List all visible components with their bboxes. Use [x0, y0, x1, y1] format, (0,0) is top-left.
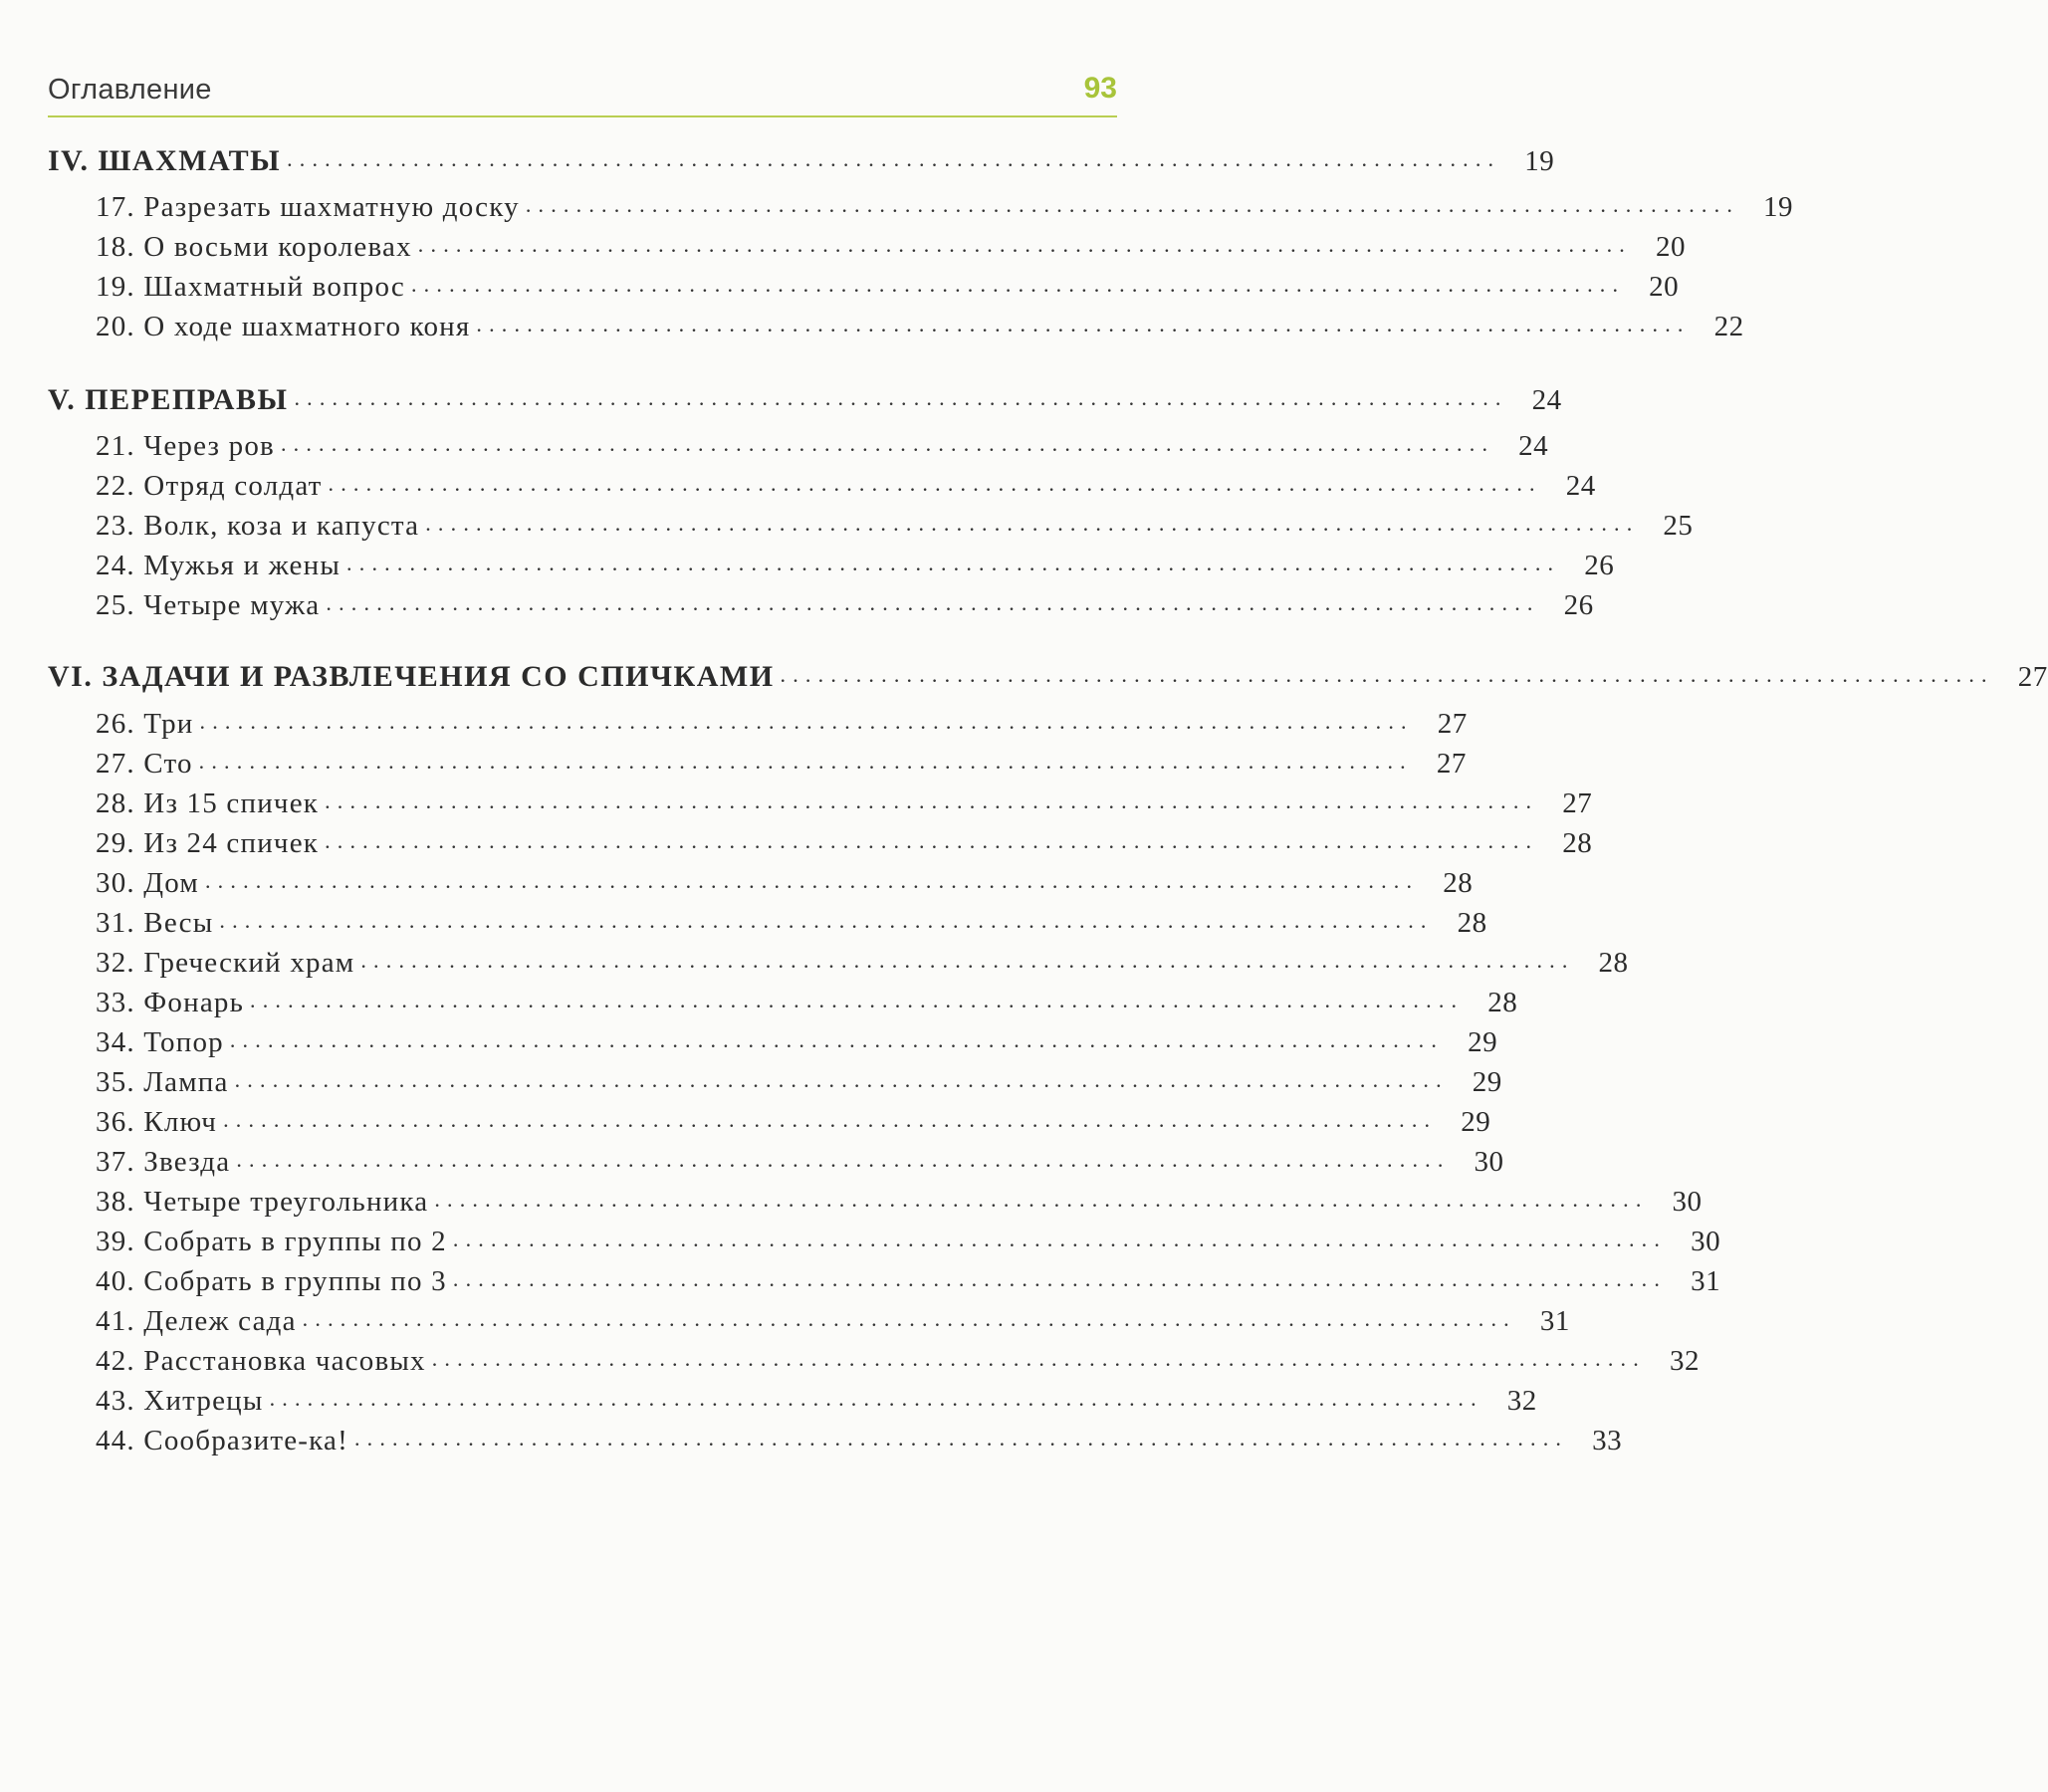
entry-page: 25 — [1663, 510, 1694, 542]
dot-leader: ................................................................................................ — [525, 192, 1740, 217]
entry-page: 24 — [1518, 430, 1549, 462]
toc-entry-row[interactable] — [48, 185, 1794, 225]
entry-title: 30. Дом — [96, 867, 199, 899]
entry-title: 34. Топор — [96, 1026, 224, 1058]
entry-page: 33 — [1592, 1425, 1623, 1456]
entry-page: 27 — [1562, 787, 1593, 819]
entry-title: 29. Из 24 спичек — [96, 827, 320, 859]
entry-title: 24. Мужья и жены — [96, 550, 341, 581]
toc-entry-row[interactable] — [48, 901, 1487, 941]
toc-section-row[interactable] — [48, 655, 2048, 695]
running-header-title: Оглавление — [48, 74, 212, 106]
dot-leader: ................................................................................................ — [360, 948, 1575, 973]
entry-title: 28. Из 15 спичек — [96, 787, 320, 819]
toc-entry-row[interactable] — [48, 1419, 1623, 1458]
section-page: 27 — [2017, 661, 2048, 693]
entry-page: 28 — [1443, 867, 1474, 899]
dot-leader: ................................................................................................ — [198, 749, 1413, 774]
dot-leader: ................................................................................................ — [431, 1346, 1646, 1371]
dot-leader: ................................................................................................ — [780, 662, 1994, 687]
entry-title: 31. Весы — [96, 907, 214, 939]
entry-page: 29 — [1461, 1106, 1491, 1138]
entry-title: 17. Разрезать шахматную доску — [96, 191, 520, 223]
dot-leader: ................................................................................................ — [326, 590, 1540, 615]
dot-leader: ................................................................................................ — [353, 1426, 1569, 1451]
dot-leader: ................................................................................................ — [234, 1067, 1449, 1092]
dot-leader: ................................................................................................ — [236, 1147, 1451, 1172]
dot-leader: ................................................................................................ — [325, 828, 1539, 853]
entry-title: 38. Четыре треугольника — [96, 1186, 429, 1218]
entry-title: 21. Через ров — [96, 430, 275, 462]
dot-leader: ................................................................................................ — [280, 431, 1495, 456]
entry-title: 41. Дележ сада — [96, 1305, 297, 1337]
dot-leader: ................................................................................................ — [410, 272, 1626, 297]
toc-entry-row[interactable] — [48, 782, 1593, 821]
entry-title: 42. Расстановка часовых — [96, 1345, 426, 1377]
toc-entry-row[interactable] — [48, 941, 1629, 981]
entry-title: 39. Собрать в группы по 2 — [96, 1226, 447, 1257]
entry-page: 22 — [1713, 311, 1744, 342]
dot-leader: ................................................................................................ — [250, 988, 1465, 1012]
toc-section-row[interactable] — [48, 139, 1555, 179]
toc-entry-row[interactable] — [48, 702, 1468, 742]
entry-title: 25. Четыре мужа — [96, 589, 321, 621]
section-page: 19 — [1524, 145, 1555, 177]
entry-page: 29 — [1468, 1026, 1498, 1058]
running-header — [48, 74, 1117, 117]
dot-leader: ................................................................................................ — [199, 709, 1414, 734]
toc-entry-row[interactable] — [48, 861, 1474, 901]
entry-page: 32 — [1669, 1345, 1700, 1377]
toc-entry-row[interactable] — [48, 464, 1596, 504]
entry-title: 32. Греческий храм — [96, 947, 355, 979]
entry-title: 36. Ключ — [96, 1106, 218, 1138]
section-title: IV. ШАХМАТЫ — [48, 144, 282, 177]
toc-entry-row[interactable] — [48, 305, 1744, 344]
toc-entry-row[interactable] — [48, 1060, 1502, 1100]
entry-page: 19 — [1763, 191, 1794, 223]
dot-leader: ................................................................................................ — [204, 868, 1420, 893]
toc-entry-row[interactable] — [48, 544, 1615, 583]
toc-entry-row[interactable] — [48, 981, 1518, 1020]
entry-page: 20 — [1649, 271, 1680, 303]
toc-entry-row[interactable] — [48, 1020, 1498, 1060]
entry-page: 28 — [1598, 947, 1629, 979]
entry-title: 37. Звезда — [96, 1146, 231, 1178]
entry-page: 26 — [1563, 589, 1594, 621]
entry-page: 28 — [1487, 987, 1518, 1018]
dot-leader: ................................................................................................ — [269, 1386, 1483, 1411]
entry-page: 30 — [1691, 1226, 1721, 1257]
toc-entry-row[interactable] — [48, 1180, 1703, 1220]
page-number: 93 — [1083, 72, 1117, 105]
entry-page: 30 — [1672, 1186, 1703, 1218]
dot-leader: ................................................................................................ — [325, 788, 1539, 813]
toc-entry-row[interactable] — [48, 1100, 1491, 1140]
dot-leader: ................................................................................................ — [425, 511, 1640, 536]
dot-leader: ................................................................................................ — [219, 908, 1434, 933]
dot-leader: ................................................................................................ — [417, 232, 1632, 257]
toc-entry-row[interactable] — [48, 583, 1594, 623]
entry-page: 26 — [1584, 550, 1615, 581]
toc-entry-row[interactable] — [48, 742, 1467, 782]
toc-entry-row[interactable] — [48, 1259, 1721, 1299]
toc-entry-row[interactable] — [48, 1299, 1570, 1339]
section-title: VI. ЗАДАЧИ И РАЗВЛЕЧЕНИЯ СО СПИЧКАМИ — [48, 660, 775, 693]
toc-entry-row[interactable] — [48, 225, 1686, 265]
entry-page: 29 — [1472, 1066, 1502, 1098]
entry-page: 20 — [1656, 231, 1686, 263]
toc-entry-row[interactable] — [48, 1339, 1700, 1379]
entry-title: 35. Лампа — [96, 1066, 229, 1098]
dot-leader: ................................................................................................ — [346, 551, 1561, 575]
dot-leader: ................................................................................................ — [476, 312, 1691, 336]
entry-title: 26. Три — [96, 708, 194, 740]
entry-title: 27. Сто — [96, 748, 193, 780]
dot-leader: ................................................................................................ — [223, 1107, 1438, 1132]
entry-page: 27 — [1437, 708, 1468, 740]
toc-entry-row[interactable] — [48, 1140, 1504, 1180]
entry-title: 23. Волк, коза и капуста — [96, 510, 420, 542]
entry-title: 43. Хитрецы — [96, 1385, 264, 1417]
entry-page: 28 — [1562, 827, 1593, 859]
toc-entry-row[interactable] — [48, 424, 1549, 464]
dot-leader: ................................................................................................ — [294, 385, 1508, 410]
entry-title: 19. Шахматный вопрос — [96, 271, 405, 303]
entry-page: 24 — [1565, 470, 1596, 502]
entry-title: 22. Отряд солдат — [96, 470, 323, 502]
toc-entry-row[interactable] — [48, 1220, 1721, 1259]
entry-title: 44. Сообразите-ка! — [96, 1425, 348, 1456]
section-title: V. ПЕРЕПРАВЫ — [48, 383, 289, 416]
toc-entry-row[interactable] — [48, 265, 1680, 305]
dot-leader: ................................................................................................ — [229, 1027, 1445, 1052]
entry-page: 28 — [1457, 907, 1487, 939]
toc-entry-row[interactable] — [48, 504, 1694, 544]
dot-leader: ................................................................................................ — [302, 1306, 1516, 1331]
dot-leader: ................................................................................................ — [328, 471, 1542, 496]
dot-leader: ................................................................................................ — [452, 1266, 1668, 1291]
entry-title: 20. О ходе шахматного коня — [96, 311, 471, 342]
entry-page: 30 — [1474, 1146, 1504, 1178]
toc-entry-row[interactable] — [48, 821, 1593, 861]
entry-title: 18. О восьми королевах — [96, 231, 412, 263]
entry-title: 33. Фонарь — [96, 987, 245, 1018]
dot-leader: ................................................................................................ — [452, 1227, 1668, 1251]
entry-title: 40. Собрать в группы по 3 — [96, 1265, 447, 1297]
entry-page: 31 — [1691, 1265, 1721, 1297]
toc-section-row[interactable] — [48, 378, 1562, 418]
entry-page: 32 — [1506, 1385, 1537, 1417]
dot-leader: ................................................................................................ — [287, 146, 1501, 171]
entry-page: 27 — [1436, 748, 1467, 780]
dot-leader: ................................................................................................ — [434, 1187, 1649, 1212]
toc-entry-row[interactable] — [48, 1379, 1537, 1419]
section-page: 24 — [1531, 384, 1562, 416]
entry-page: 31 — [1539, 1305, 1570, 1337]
